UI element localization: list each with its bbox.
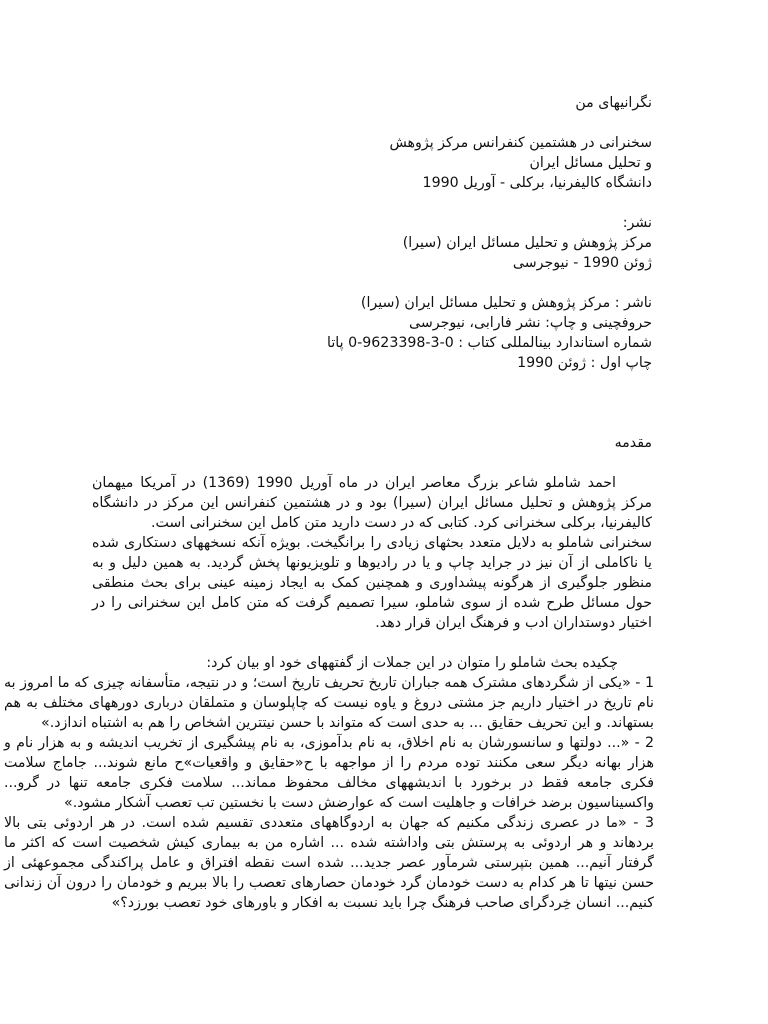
speech-info-line: دانشگاه کالیفرنیا، برکلی - آوریل 1990 (422, 175, 652, 191)
document-body (4, 93, 654, 913)
document-title: نگرانیهای من (575, 95, 652, 111)
section-heading: مقدمه (614, 435, 652, 451)
intro-paragraph: احمد شاملو شاعر بزرگ معاصر ایران در ماه آوریل 1990 (1369) در آمریکا میهمان مرکز پژوهش و تحلیل مسائل ایران (سیرا) بود و در هشتمین کنفرانس این مرکز در دانشگاه کالیفرنیا، برکلی سخنرانی کرد. کتابی که در دست دارید متن کامل این سخنرانی است. (92, 475, 652, 531)
publication-line: مرکز پژوهش و تحلیل مسائل ایران (سیرا) (402, 235, 652, 251)
intro-paragraph: سخنرانی شاملو به دلایل متعدد بحثهای زیادی را برانگیخت. بویژه آنکه نسخههای دستکاری شده یا ناکاملی از آن نیز در جراید چاپ و یا در رادیوها و تلویزیونها پخش گردید. به همین دلیل و به منظور جلوگیری از هرگونه پیشداوری و همچنین کمک به ایجاد زمینه عینی برای بحث منطقی حول مسائل طرح شده از سوی شاملو، سیرا تصمیم گرفت که متن کامل این سخنرانی را در اختیار دوستداران ادب و فرهنگ ایران قرار دهد. (92, 535, 652, 631)
summary-item: 1 - «یکی از شگردهای مشترک همه جباران تاریخ تحریف تاریخ است؛ و در نتیجه، متأسفانه چیزی که ما امروز به نام تاریخ در اختیار داریم جز مشتی دروغ و یاوه نیست که چاپلوسان و متملقان درباری دورههای مختلف به هم بستهاند. و این تحریف حقایق ... به حدی است که متواند با حسن نیتترین اشخاص را هم به اشتباه اندازد.» (4, 675, 654, 731)
publication-line: ژوئن 1990 - نیوجرسی (512, 255, 652, 271)
speech-info-line: و تحلیل مسائل ایران (529, 155, 652, 171)
colophon-line: حروفچینی و چاپ: نشر فارابی، نیوجرسی (409, 315, 652, 331)
colophon-block (92, 293, 652, 373)
publication-line: نشر: (622, 215, 652, 231)
colophon-line: ناشر : مرکز پژوهش و تحلیل مسائل ایران (سیرا) (360, 295, 652, 311)
speech-info-line: سخنرانی در هشتمین کنفرانس مرکز پژوهش (389, 135, 652, 151)
publication-block (92, 213, 652, 273)
speech-info-block (92, 133, 652, 193)
colophon-line: شماره استاندارد بینالمللی کتاب : 0-3-9623398-0 پاتا (327, 335, 652, 351)
colophon-line: چاپ اول : ژوئن 1990 (517, 355, 652, 371)
summary-intro: چکیده بحث شاملو را متوان در این جملات از گفتههای خود او بیان کرد: (206, 655, 618, 671)
summary-item: 3 - «ما در عصری زندگی مکنیم که جهان به اردوگاههای متعددی تقسیم شده است. در هر اردوئی بتی بالا بردهاند و هر اردوئی به پرستش بتی واداشته شده ... اشاره من به بیماری کیش شخصیت است که اکثر ما گرفتار آنیم... همین بتپرستی شرمآور عصر جدید... شده است نقطه افتراق و عامل پراکندگی مجموعهئی از حسن نیتها تا هر کدام به دست خودمان گرد خودمان حصارهای تعصب را بالا ببریم و خودمان را درون آن زندانی کنیم... انسان خِردگرای صاحب فرهنگ چرا باید نسبت به افکار و باورهای خود تعصب بورزد؟» (4, 815, 654, 911)
summary-item: 2 - «... دولتها و سانسورشان به نام اخلاق، به نام بدآموزی، به نام پیشگیری از تخریب اندیشه و به هزار نام و هزار بهانه دیگر سعی مکنند توده مردم را از مواجهه با ح«حقایق و واقعیات»ح مانع شوند... جاماج سلامت فکری جامعه فقط در برخورد با اندیشههای مخالف محفوظ مماند... سلامت فکری جامعه تنها در گرو... واکسیناسیون برضد خرافات و جاهلیت است که عوارضش دست با نخستین تب تعصب آشکار مشود.» (4, 735, 654, 811)
